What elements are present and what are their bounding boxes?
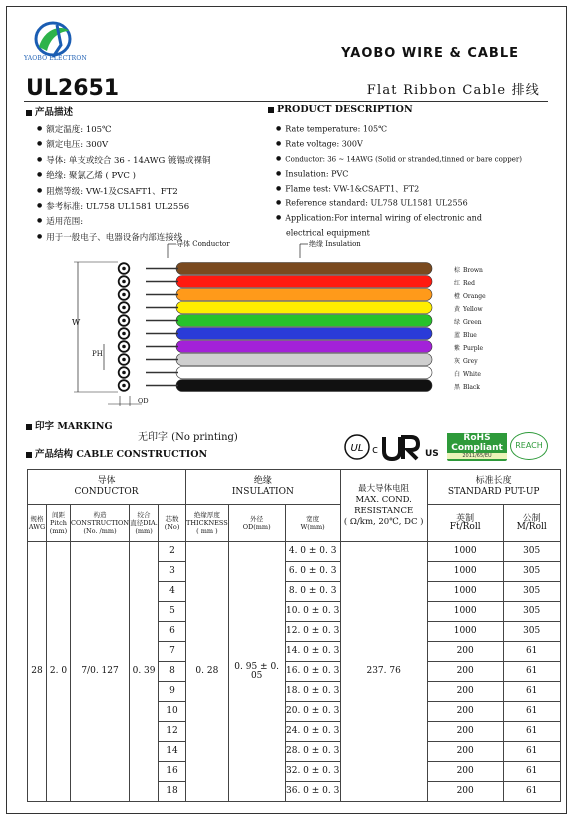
ft-cell: 200	[427, 642, 503, 662]
cores-cell: 12	[159, 722, 186, 742]
table-row	[28, 542, 561, 562]
cores-cell: 8	[159, 662, 186, 682]
construction-heading: 产品结构 CABLE CONSTRUCTION	[26, 446, 207, 460]
list-item: ● Rate temperature: 105℃	[276, 122, 522, 137]
marking-heading: 印字 MARKING	[26, 418, 113, 432]
us-mark: US	[425, 449, 439, 459]
resistance-cell: 237. 76	[340, 542, 427, 802]
width-cell: 14. 0 ± 0. 3	[285, 642, 340, 662]
list-item: ● 绝缘: 聚氯乙烯 ( PVC )	[37, 168, 210, 183]
wire-end-dot	[122, 293, 126, 297]
cores-header: 芯数 (No)	[159, 505, 186, 542]
list-item: ● 适用范围:	[37, 214, 210, 229]
width-header: 宽度 W(mm)	[285, 505, 340, 542]
wire-end-dot	[122, 319, 126, 323]
wire-color-label	[454, 356, 478, 365]
list-item: ● 参考标准: UL758 UL1581 UL2556	[37, 199, 210, 214]
width-cell: 8. 0 ± 0. 3	[285, 582, 340, 602]
ft-cell: 200	[427, 702, 503, 722]
square-bullet-icon	[26, 424, 32, 430]
wire-color-en: Blue	[463, 331, 477, 339]
m-cell: 61	[503, 642, 560, 662]
wire-color-cn: 紫	[454, 344, 461, 352]
wire-end-dot	[122, 345, 126, 349]
rohs-compliant-text: Compliant	[451, 443, 503, 453]
list-item: ● 导体: 单支或绞合 36 - 14AWG 镀锡或裸铜	[37, 153, 210, 168]
list-item: ● 额定电压: 300V	[37, 137, 210, 152]
m-cell: 61	[503, 662, 560, 682]
model-number: UL2651	[26, 76, 120, 101]
width-cell: 10. 0 ± 0. 3	[285, 602, 340, 622]
w-dimension-label: W	[72, 318, 81, 327]
wire-color-label	[454, 330, 477, 339]
wire-color-cn: 黑	[454, 383, 461, 391]
cores-cell: 3	[159, 562, 186, 582]
wire-insulation	[176, 367, 432, 379]
list-item: ● Flame test: VW-1&CSAFT1、FT2	[276, 182, 522, 197]
ul-text: UL	[350, 443, 364, 454]
width-cell: 20. 0 ± 0. 3	[285, 702, 340, 722]
list-item: ● 额定温度: 105℃	[37, 122, 210, 137]
desc-cn-heading: 产品描述	[26, 104, 73, 118]
conductor-group-header: 导体 CONDUCTOR	[28, 470, 186, 505]
m-cell: 305	[503, 562, 560, 582]
m-header: 公制 M/Roll	[503, 505, 560, 542]
square-bullet-icon	[26, 110, 32, 116]
ft-cell: 200	[427, 722, 503, 742]
list-item: ● Conductor: 36 ~ 14AWG (Solid or stranded,tinned or bare copper)	[276, 152, 522, 167]
insulation-group-header: 绝缘 INSULATION	[186, 470, 341, 505]
list-item: ● 用于一般电子、电器设备内部连接线	[37, 230, 210, 245]
wire-color-cn: 红	[454, 279, 461, 287]
dia-cell: 0. 39	[130, 542, 159, 802]
wire-insulation	[176, 302, 432, 314]
square-bullet-icon	[26, 452, 32, 458]
ft-header: 英制 Ft/Roll	[427, 505, 503, 542]
thickness-header: 绝缘厚度 THICKNESS ( mm )	[186, 505, 229, 542]
ul-listed-icon	[343, 431, 371, 463]
wire-color-label	[454, 304, 483, 313]
marking-value: 无印字 (No printing)	[138, 432, 238, 443]
width-cell: 4. 0 ± 0. 3	[285, 542, 340, 562]
ft-cell: 200	[427, 762, 503, 782]
cores-cell: 2	[159, 542, 186, 562]
m-cell: 305	[503, 622, 560, 642]
wire-color-en: Black	[463, 383, 480, 391]
cores-cell: 7	[159, 642, 186, 662]
wire-color-label	[454, 265, 483, 274]
wire-color-en: Purple	[463, 344, 484, 352]
wire-end-dot	[122, 332, 126, 336]
cores-cell: 6	[159, 622, 186, 642]
od-dimension-label: OD	[138, 397, 149, 405]
ft-cell: 200	[427, 682, 503, 702]
list-item: ● Reference standard: UL758 UL1581 UL2556	[276, 196, 522, 211]
c-mark: c	[372, 443, 379, 456]
wire-color-label	[454, 278, 475, 287]
cores-cell: 16	[159, 762, 186, 782]
wire-color-en: Orange	[463, 292, 486, 300]
cores-cell: 14	[159, 742, 186, 762]
wire-color-en: Yellow	[463, 305, 483, 313]
m-cell: 305	[503, 542, 560, 562]
pitch-header: 间距 Pitch (mm)	[47, 505, 71, 542]
m-cell: 61	[503, 762, 560, 782]
list-item: ● 阻燃等级: VW-1及CSAFT1、FT2	[37, 184, 210, 199]
wire-color-label	[454, 343, 483, 352]
rohs-badge	[447, 433, 507, 461]
ur-recognized-icon	[381, 433, 421, 463]
wire-color-en: Green	[463, 318, 482, 326]
od-header: 外径 OD(mm)	[228, 505, 285, 542]
m-cell: 61	[503, 742, 560, 762]
thickness-cell: 0. 28	[186, 542, 229, 802]
width-cell: 18. 0 ± 0. 3	[285, 682, 340, 702]
wire-color-label	[454, 369, 481, 378]
wire-color-label	[454, 382, 480, 391]
wire-end-dot	[122, 267, 126, 271]
list-item: ● Insulation: PVC	[276, 167, 522, 182]
wire-color-label	[454, 291, 486, 300]
od-cell: 0. 95 ± 0. 05	[228, 542, 285, 802]
company-name: YAOBO WIRE & CABLE	[341, 46, 519, 61]
list-item: ● Rate voltage: 300V	[276, 137, 522, 152]
m-cell: 61	[503, 702, 560, 722]
awg-header: 规格 AWG	[28, 505, 47, 542]
wire-insulation	[176, 263, 432, 275]
cores-cell: 5	[159, 602, 186, 622]
ft-cell: 200	[427, 782, 503, 802]
wire-end-dot	[122, 371, 126, 375]
reach-badge: REACH	[510, 432, 548, 460]
construction-header: 构造 CONSTRUCTION (No. /mm)	[71, 505, 130, 542]
square-bullet-icon	[268, 107, 274, 113]
wire-insulation	[176, 341, 432, 353]
ph-dimension-label: PH	[92, 350, 103, 358]
dia-header: 绞合 直径DIA. (mm)	[130, 505, 159, 542]
wire-color-cn: 橙	[454, 292, 461, 300]
list-item: electrical equipment	[286, 228, 370, 238]
resistance-header: 最大导体电阻 MAX. COND. RESISTANCE ( Ω/km, 20℃, DC )	[340, 470, 427, 542]
ft-cell: 200	[427, 662, 503, 682]
ft-cell: 1000	[427, 622, 503, 642]
cores-cell: 9	[159, 682, 186, 702]
ft-cell: 1000	[427, 542, 503, 562]
product-subtitle: Flat Ribbon Cable 排线	[366, 83, 540, 98]
m-cell: 61	[503, 722, 560, 742]
cores-cell: 18	[159, 782, 186, 802]
wire-color-cn: 黄	[454, 305, 461, 313]
wire-insulation	[176, 276, 432, 288]
rohs-text: RoHS	[447, 433, 507, 443]
m-cell: 61	[503, 682, 560, 702]
wire-insulation	[176, 315, 432, 327]
ft-cell: 1000	[427, 582, 503, 602]
desc-en-heading: PRODUCT DESCRIPTION	[268, 104, 413, 115]
wire-insulation	[176, 328, 432, 340]
pitch-cell: 2. 0	[47, 542, 71, 802]
ft-cell: 1000	[427, 562, 503, 582]
ft-cell: 1000	[427, 602, 503, 622]
wire-color-label	[454, 317, 482, 326]
cable-drawing	[60, 240, 460, 410]
desc-en-list	[276, 122, 522, 241]
rohs-directive-text: 2011/65/EU	[447, 453, 507, 459]
ft-cell: 200	[427, 742, 503, 762]
width-cell: 12. 0 ± 0. 3	[285, 622, 340, 642]
wire-color-cn: 蓝	[454, 331, 461, 339]
awg-cell: 28	[28, 542, 47, 802]
wire-color-en: White	[463, 370, 481, 378]
wire-color-cn: 绿	[454, 318, 461, 326]
wire-end-dot	[122, 384, 126, 388]
construction-table	[27, 469, 561, 802]
wire-end-dot	[122, 306, 126, 310]
width-cell: 16. 0 ± 0. 3	[285, 662, 340, 682]
cores-cell: 4	[159, 582, 186, 602]
list-item: ● Application:For internal wiring of electronic and	[276, 211, 522, 226]
conductor-label: 导体 Conductor	[176, 240, 230, 248]
m-cell: 305	[503, 602, 560, 622]
wire-color-en: Red	[463, 279, 475, 287]
construction-cell: 7/0. 127	[71, 542, 130, 802]
header-rule	[24, 101, 548, 102]
wire-insulation	[176, 289, 432, 301]
width-cell: 24. 0 ± 0. 3	[285, 722, 340, 742]
cores-cell: 10	[159, 702, 186, 722]
wire-insulation	[176, 354, 432, 366]
wire-color-en: Grey	[463, 357, 478, 365]
width-cell: 28. 0 ± 0. 3	[285, 742, 340, 762]
wire-insulation	[176, 380, 432, 392]
wire-color-cn: 棕	[454, 266, 461, 274]
wires-group	[119, 263, 432, 392]
width-cell: 6. 0 ± 0. 3	[285, 562, 340, 582]
width-cell: 32. 0 ± 0. 3	[285, 762, 340, 782]
width-cell: 36. 0 ± 0. 3	[285, 782, 340, 802]
wire-color-cn: 灰	[454, 357, 461, 365]
construction-table-body	[28, 542, 561, 802]
logo-text: YAOBO ELECTRON	[24, 55, 87, 62]
wire-color-en: Brown	[463, 266, 483, 274]
wire-end-dot	[122, 358, 126, 362]
desc-cn-list	[37, 122, 210, 245]
putup-group-header: 标准长度 STANDARD PUT-UP	[427, 470, 560, 505]
wire-end-dot	[122, 280, 126, 284]
insulation-label: 绝缘 Insulation	[309, 240, 361, 248]
m-cell: 61	[503, 782, 560, 802]
m-cell: 305	[503, 582, 560, 602]
wire-color-cn: 白	[454, 370, 461, 378]
